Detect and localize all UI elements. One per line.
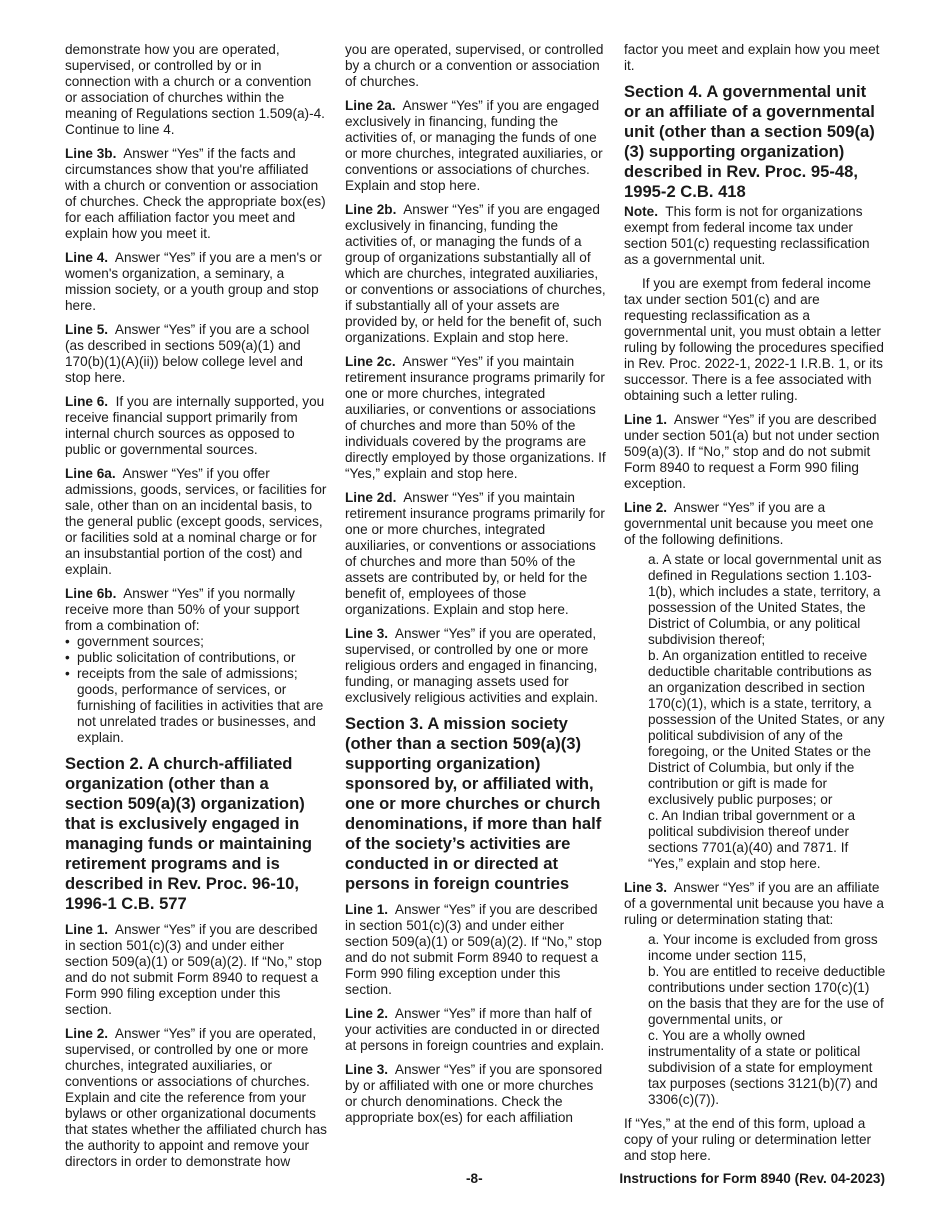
section-2-line-1 — [65, 922, 327, 1018]
line-text: Answer “Yes” if you maintain retirement insurance programs primarily for one or more churches, integrated auxiliaries, or conventions or associations of churches and more than 50% of the individuals covered by the programs are directly employed by those organizations. If “Yes,” explain and stop here. — [345, 354, 606, 481]
bullet-item: • government sources; — [65, 634, 327, 650]
ruling-item: a. Your income is excluded from gross income under section 115, — [648, 932, 878, 963]
line-6a — [65, 466, 327, 578]
page-number: -8- — [466, 1171, 483, 1186]
note — [624, 204, 886, 268]
line-label: Line 1. — [345, 902, 389, 917]
line-label: Line 6. — [65, 394, 109, 409]
bullet-item: • public solicitation of contributions, or — [65, 650, 327, 666]
line-text: If you are internally supported, you receive financial support primarily from internal church sources as opposed to public or governmental sources. — [65, 394, 325, 457]
line-text: Answer “Yes” if you are a men's or women's organization, a seminary, a mission society, or a youth group and stop here. — [65, 250, 322, 313]
definition-item: b. An organization entitled to receive deductible charitable contributions as an organization described in section 170(c)(1), which is a state, territory, a possession of the United States, or any political subdivision of any of the foregoing, or the United States or the District of Columbia, but only if the contribution or gift is made for exclusively public purposes; or — [648, 648, 885, 807]
line-text: Answer “Yes” if the facts and circumstances show that you're affiliated with a church or convention or association of churches. Check the appropriate box(es) for each affiliation factor you meet and explain how you meet it. — [65, 146, 326, 241]
line-label: Line 3. — [345, 1062, 389, 1077]
section-3-line-1 — [345, 902, 607, 998]
line-label: Line 1. — [65, 922, 109, 937]
line-label: Line 2a. — [345, 98, 396, 113]
line-text: Answer “Yes” if you offer admissions, goods, services, or facilities for sale, other than on an incidental basis, to the general public (except goods, services, or facilities sold at a nominal charge or for an insubstantial portion of the cost) and explain. — [65, 466, 327, 577]
line-3 — [345, 626, 607, 706]
line-text: Answer “Yes” if you normally receive more than 50% of your support from a combination of: — [65, 586, 300, 633]
line-label: Line 3. — [624, 880, 668, 895]
bullet-item: • receipts from the sale of admissions; goods, performance of services, or furnishing of facilities in activities that are not unrelated trades or businesses, and explain. — [65, 666, 327, 746]
note-label: Note. — [624, 204, 658, 219]
section-3-line-3 — [345, 1062, 607, 1126]
section-2-line-2 — [65, 1026, 327, 1170]
paragraph-continued: demonstrate how you are operated, supervised, or controlled by or in connection with a church or a convention or association of churches within the meaning of Regulations section 1.509(a)-4. Continue to line 4. — [65, 42, 325, 137]
line-text: Answer “Yes” if you are described under section 501(a) but not under section 509(a)(3). If “No,” stop and do not submit Form 8940 to request a Form 990 filing exception. — [624, 412, 880, 491]
line-text: Answer “Yes” if you are an affiliate of a governmental unit because you have a ruling or determination stating that: — [624, 880, 884, 927]
line-6b — [65, 586, 327, 634]
line-text: Answer “Yes” if you are described in section 501(c)(3) and under either section 509(a)(1) or 509(a)(2). If “No,” stop and do not submit Form 8940 to request a Form 990 filing exception under this section. — [65, 922, 322, 1017]
footer-title: Instructions for Form 8940 (Rev. 04-2023) — [619, 1171, 885, 1186]
line-6 — [65, 394, 327, 458]
section-4-line-2 — [624, 500, 886, 548]
line-label: Line 2. — [65, 1026, 109, 1041]
definition-item: c. An Indian tribal government or a political subdivision thereof under sections 7701(a)(40) and 7871. If “Yes,” explain and stop here. — [648, 808, 856, 871]
line-text: Answer “Yes” if you are engaged exclusively in financing, funding the activities of, or managing the funds of one or more churches, integrated auxiliaries, or conventions or associations of churches. Explain and stop here. — [345, 98, 603, 193]
line-label: Line 6a. — [65, 466, 116, 481]
final-paragraph: If “Yes,” at the end of this form, upload a copy of your ruling or determination letter and stop here. — [624, 1116, 872, 1163]
paragraph-continued: you are operated, supervised, or controlled by a church or a convention or association of churches. — [345, 42, 604, 89]
line-label: Line 3. — [345, 626, 389, 641]
line-text: Answer “Yes” if you are engaged exclusively in financing, funding the activities of, or managing the funds of a group of organizations substantially all of which are churches, integrated auxiliaries, or conventions or associations of churches, if substantially all of your assets are provided by, or held for the benefit of, such organizations. Explain and stop here. — [345, 202, 606, 345]
line-text: Answer “Yes” if more than half of your activities are conducted in or directed at persons in foreign countries and explain. — [345, 1006, 605, 1053]
section-4-line-3 — [624, 880, 886, 928]
line-2d — [345, 490, 607, 618]
section-3-heading: Section 3. A mission society (other than a section 509(a)(3) supporting organization) sponsored by, or affiliated with, one or more churches or church denominations, if more than half of the society’s activities are conducted in or directed at persons in foreign countries — [345, 714, 602, 893]
line-text: Answer “Yes” if you are described in section 501(c)(3) and under either section 509(a)(1) or 509(a)(2). If “No,” stop and do not submit Form 8940 to request a Form 990 filing exception under this section. — [345, 902, 602, 997]
line-4 — [65, 250, 327, 314]
line-3b — [65, 146, 327, 242]
line-label: Line 1. — [624, 412, 668, 427]
line-label: Line 2. — [624, 500, 668, 515]
bullet-list — [65, 634, 327, 746]
note-text: This form is not for organizations exempt from federal income tax under section 501(c) requesting reclassification as a governmental unit. — [624, 204, 870, 267]
line-label: Line 6b. — [65, 586, 117, 601]
line-label: Line 2c. — [345, 354, 396, 369]
line-label: Line 4. — [65, 250, 109, 265]
line-label: Line 2b. — [345, 202, 397, 217]
line-label: Line 2. — [345, 1006, 389, 1021]
ruling-list — [624, 932, 886, 1108]
line-text: Answer “Yes” if you maintain retirement insurance programs primarily for one or more churches, integrated auxiliaries, or conventions or associations of churches and more than 50% of the assets are contributed by, or held for the benefit of, employees of those organizations. Explain and stop here. — [345, 490, 605, 617]
line-2b — [345, 202, 607, 346]
line-2c — [345, 354, 607, 482]
section-3-line-2 — [345, 1006, 607, 1054]
definition-list — [624, 552, 886, 872]
column-3 — [624, 42, 886, 1172]
line-2a — [345, 98, 607, 194]
section-4-heading: Section 4. A governmental unit or an affiliate of a governmental unit (other than a section 509(a)(3) supporting organization) described in Rev. Proc. 95-48, 1995-2 C.B. 418 — [624, 82, 875, 201]
ruling-item: c. You are a wholly owned instrumentality of a state or political subdivision of a state for employment tax purposes (sections 3121(b)(7) and 3306(c)(7)). — [648, 1028, 878, 1107]
line-text: Answer “Yes” if you are sponsored by or affiliated with one or more churches or church denominations. Check the appropriate box(es) for each affiliation — [345, 1062, 603, 1125]
line-label: Line 2d. — [345, 490, 397, 505]
line-5 — [65, 322, 327, 386]
paragraph-continued: factor you meet and explain how you meet it. — [624, 42, 880, 73]
column-2 — [345, 42, 607, 1134]
line-text: Answer “Yes” if you are a school (as described in sections 509(a)(1) and 170(b)(1)(A)(ii)) below college level and stop here. — [65, 322, 310, 385]
section-2-heading: Section 2. A church-affiliated organization (other than a section 509(a)(3) organization) that is exclusively engaged in managing funds or maintaining retirement programs and is described in Rev. Proc. 96-10, 1996-1 C.B. 577 — [65, 754, 313, 913]
definition-item: a. A state or local governmental unit as defined in Regulations section 1.103-1(b), which includes a state, territory, a possession of the United States, the District of Columbia, or any political subdivision thereof; — [648, 552, 882, 647]
line-label: Line 3b. — [65, 146, 117, 161]
section-4-line-1 — [624, 412, 886, 492]
line-text: Answer “Yes” if you are a governmental unit because you meet one of the following definitions. — [624, 500, 874, 547]
line-text: Answer “Yes” if you are operated, supervised, or controlled by one or more churches, integrated auxiliaries, or conventions or associations of churches. Explain and cite the reference from your bylaws or other organizational documents that states whether the affiliated church has the authority to appoint and remove your directors in order to demonstrate how — [65, 1026, 327, 1169]
line-text: Answer “Yes” if you are operated, supervised, or controlled by one or more religious orders and engaged in financing, funding, or managing assets used for exclusively religious activities and explain. — [345, 626, 599, 705]
line-label: Line 5. — [65, 322, 109, 337]
column-1 — [65, 42, 327, 1178]
exempt-paragraph: If you are exempt from federal income tax under section 501(c) and are requesting reclassification as a governmental unit, you must obtain a letter ruling by following the procedures specified in Rev. Proc. 2022-1, 2022-1 I.R.B. 1, or its successor. There is a fee associated with obtaining such a letter ruling. — [624, 276, 884, 403]
ruling-item: b. You are entitled to receive deductible contributions under section 170(c)(1) on the basis that they are for the use of governmental units, or — [648, 964, 886, 1027]
